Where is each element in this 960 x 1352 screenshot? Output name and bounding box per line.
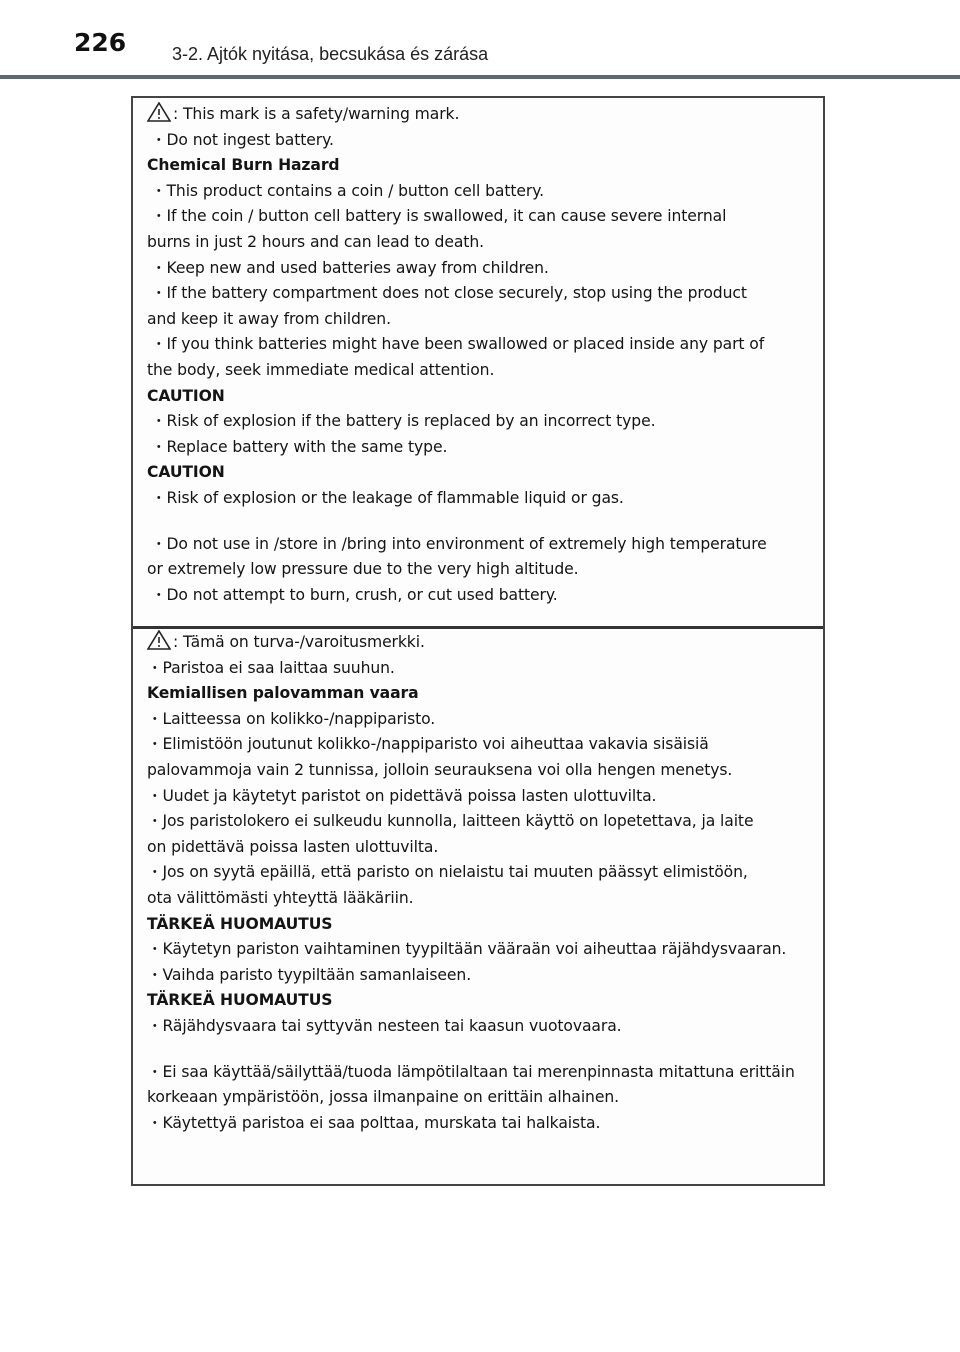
section-title: 3-2. Ajtók nyitása, becsukása és zárása [172,44,489,64]
bullet-text: ・Uudet ja käytetyt paristot on pidettävä poissa lasten ulottuvilta. [147,786,657,805]
bullet-continuation: and keep it away from children. [147,309,391,328]
heading: Chemical Burn Hazard [147,156,340,175]
bullet-text: ・Replace battery with the same type. [151,437,448,456]
section-divider [133,626,823,629]
bullet-text: ・Jos on syytä epäillä, että paristo on nielaistu tai muuten päässyt elimistöön, [147,863,748,882]
bullet-continuation: on pidettävä poissa lasten ulottuvilta. [147,837,439,856]
page-header [0,0,960,76]
bullet-text: ・Laitteessa on kolikko-/nappiparisto. [147,709,436,728]
bullet-text: ・Jos paristolokero ei sulkeudu kunnolla, laitteen käyttö on lopetettava, ja laite [147,812,754,831]
mark-note: : Tämä on turva-/varoitusmerkki. [147,630,815,656]
bullet-text: ・Käytettyä paristoa ei saa polttaa, murskata tai halkaista. [147,1113,601,1132]
heading: TÄRKEÄ HUOMAUTUS [147,991,333,1010]
bullet-text: ・Keep new and used batteries away from children. [151,258,549,277]
bullet-text: ・Paristoa ei saa laittaa suuhun. [147,658,395,677]
bullet-text: ・Vaihda paristo tyypiltään samanlaiseen. [147,965,472,984]
heading: TÄRKEÄ HUOMAUTUS [147,914,333,933]
finnish-warning-block [133,630,823,1136]
bullet-text: ・Do not attempt to burn, crush, or cut used battery. [151,585,558,604]
bullet-text: ・Do not use in /store in /bring into environment of extremely high temperature [151,534,767,553]
bullet-text: ・If the battery compartment does not close securely, stop using the product [151,284,747,303]
heading: CAUTION [147,386,225,405]
mark-note: : This mark is a safety/warning mark. [147,102,815,128]
bullet-text: ・Risk of explosion or the leakage of flammable liquid or gas. [151,488,624,507]
bullet-text: ・If you think batteries might have been swallowed or placed inside any part of [151,335,765,354]
bullet-continuation: the body, seek immediate medical attention. [147,360,495,379]
bullet-continuation: korkeaan ympäristöön, jossa ilmanpaine on erittäin alhainen. [147,1088,619,1107]
warning-triangle-icon [147,102,173,122]
spacer [147,1040,815,1060]
bullet-text: ・Räjähdysvaara tai syttyvän nesteen tai kaasun vuotovaara. [147,1016,622,1035]
battery-warning-label [131,96,825,1186]
bullet-text: ・If the coin / button cell battery is swallowed, it can cause severe internal [151,207,727,226]
spacer [147,512,815,532]
bullet-text: ・Käytetyn pariston vaihtaminen tyypiltään vääraän voi aiheuttaa räjähdysvaaran. [147,940,787,959]
heading: Kemiallisen palovamman vaara [147,684,419,703]
bullet-continuation: ota välittömästi yhteyttä lääkäriin. [147,888,414,907]
bullet-text: ・Elimistöön joutunut kolikko-/nappiparisto voi aiheuttaa vakavia sisäisiä [147,735,709,754]
bullet-continuation: burns in just 2 hours and can lead to death. [147,232,484,251]
bullet-text: ・This product contains a coin / button cell battery. [151,181,544,200]
bullet-continuation: or extremely low pressure due to the very high altitude. [147,560,579,579]
header-rule [0,75,960,79]
bullet-text: ・Do not ingest battery. [151,130,334,149]
heading: CAUTION [147,463,225,482]
warning-triangle-icon [147,630,173,650]
bullet-continuation: palovammoja vain 2 tunnissa, jolloin seurauksena voi olla hengen menetys. [147,760,733,779]
bullet-text: ・Risk of explosion if the battery is replaced by an incorrect type. [151,412,656,431]
english-warning-block [133,102,823,628]
bullet-text: ・Ei saa käyttää/säilyttää/tuoda lämpötilaltaan tai merenpinnasta mitattuna erittäin [147,1062,795,1081]
page-number: 226 [74,28,127,57]
